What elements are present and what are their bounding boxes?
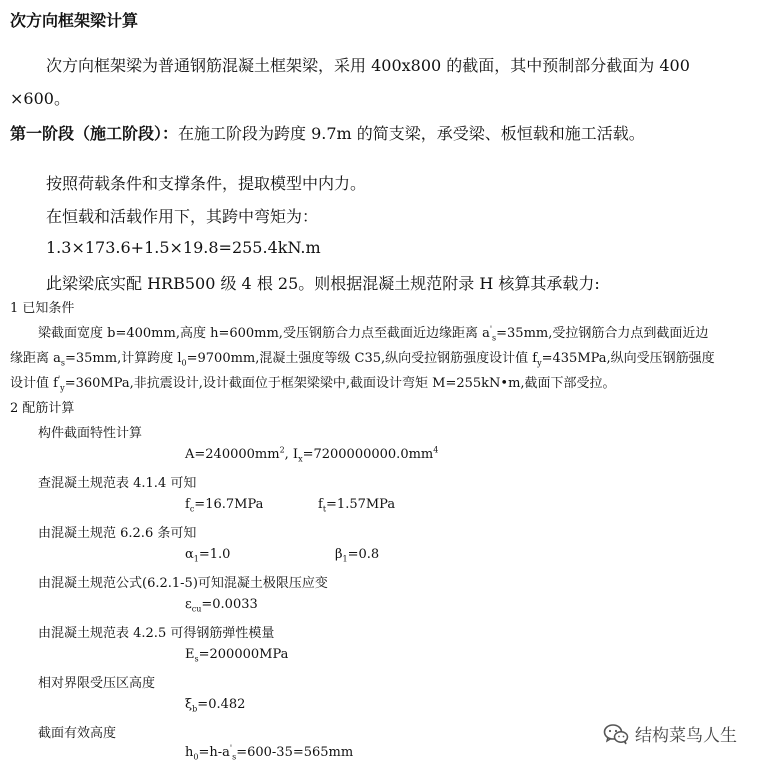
clause-626-label: 由混凝土规范 6.2.6 条可知 [38,526,197,541]
known-line-2: 缘距离 $a_s=35mm$,计算跨度 $l_0=9700mm$,混凝土强度等级 C35,纵向受拉钢筋强度设计值 $f_y=435MPa$,纵向受压钢筋强度 [10,351,715,368]
stage1-text: 在施工阶段为跨度 9.7m 的简支梁，承受梁、板恒载和施工活载。 [178,124,645,143]
rebar-paragraph: 此梁梁底实配 HRB500 级 4 根 25。则根据混凝土规范附录 H 核算其承载力: [46,274,600,293]
section-known-title: 1 已知条件 [10,301,75,316]
stage1-paragraph [10,121,645,144]
beta-value: $\beta_1=0.8$ [335,547,380,564]
xi-label: 相对界限受压区高度 [38,676,156,691]
alpha-value: $\alpha_1=1.0$ [185,547,231,564]
xi-value: $\xi_b=0.482$ [185,697,246,714]
es-value: $E_s=200000MPa$ [185,647,289,664]
stage1-heading: 第一阶段（施工阶段）： [10,124,179,143]
section-props-values: $A=240000mm^2$, $I_x=7200000000.0mm^4$ [185,445,439,464]
wechat-icon [603,723,629,745]
intro-paragraph-line2: ×600。 [10,89,70,108]
section-calc-title: 2 配筋计算 [10,401,75,416]
load-paragraph: 按照荷载条件和支撑条件，提取模型中内力。 [46,174,367,193]
known-line-1: 梁截面宽度 b=400mm,高度 h=600mm,受压钢筋合力点至截面近边缘距离 $a'_s=35mm$,受拉钢筋合力点到截面近边 [38,324,709,343]
formula-6215-label: 由混凝土规范公式(6.2.1-5)可知混凝土极限压应变 [38,576,328,591]
page-title: 次方向框架梁计算 [10,11,139,30]
watermark-text: 结构菜鸟人生 [635,726,737,746]
ft-value: $f_t=1.57MPa$ [318,497,396,514]
watermark [603,721,737,746]
moment-formula: 1.3×173.6+1.5×19.8=255.4kN.m [46,238,321,257]
known-line-3: 设计值 $f'_y=360MPa$,非抗震设计,设计截面位于框架梁梁中,截面设计弯矩 M=255kN•m,截面下部受拉。 [10,374,616,393]
epsilon-value: $\varepsilon_{cu}=0.0033$ [185,597,258,614]
h0-value: $h_0=h-a'_s=600-35=565mm$ [185,743,354,762]
section-props-label: 构件截面特性计算 [38,426,143,441]
table-425-label: 由混凝土规范表 4.2.5 可得钢筋弹性模量 [38,626,275,641]
h0-label: 截面有效高度 [38,726,117,741]
table-414-label: 查混凝土规范表 4.1.4 可知 [38,476,197,491]
fc-value: $f_c=16.7MPa$ [185,497,264,514]
intro-paragraph-line1: 次方向框架梁为普通钢筋混凝土框架梁，采用 400x800 的截面，其中预制部分截面为 400 [46,56,690,75]
moment-paragraph: 在恒载和活载作用下，其跨中弯矩为： [46,207,319,226]
